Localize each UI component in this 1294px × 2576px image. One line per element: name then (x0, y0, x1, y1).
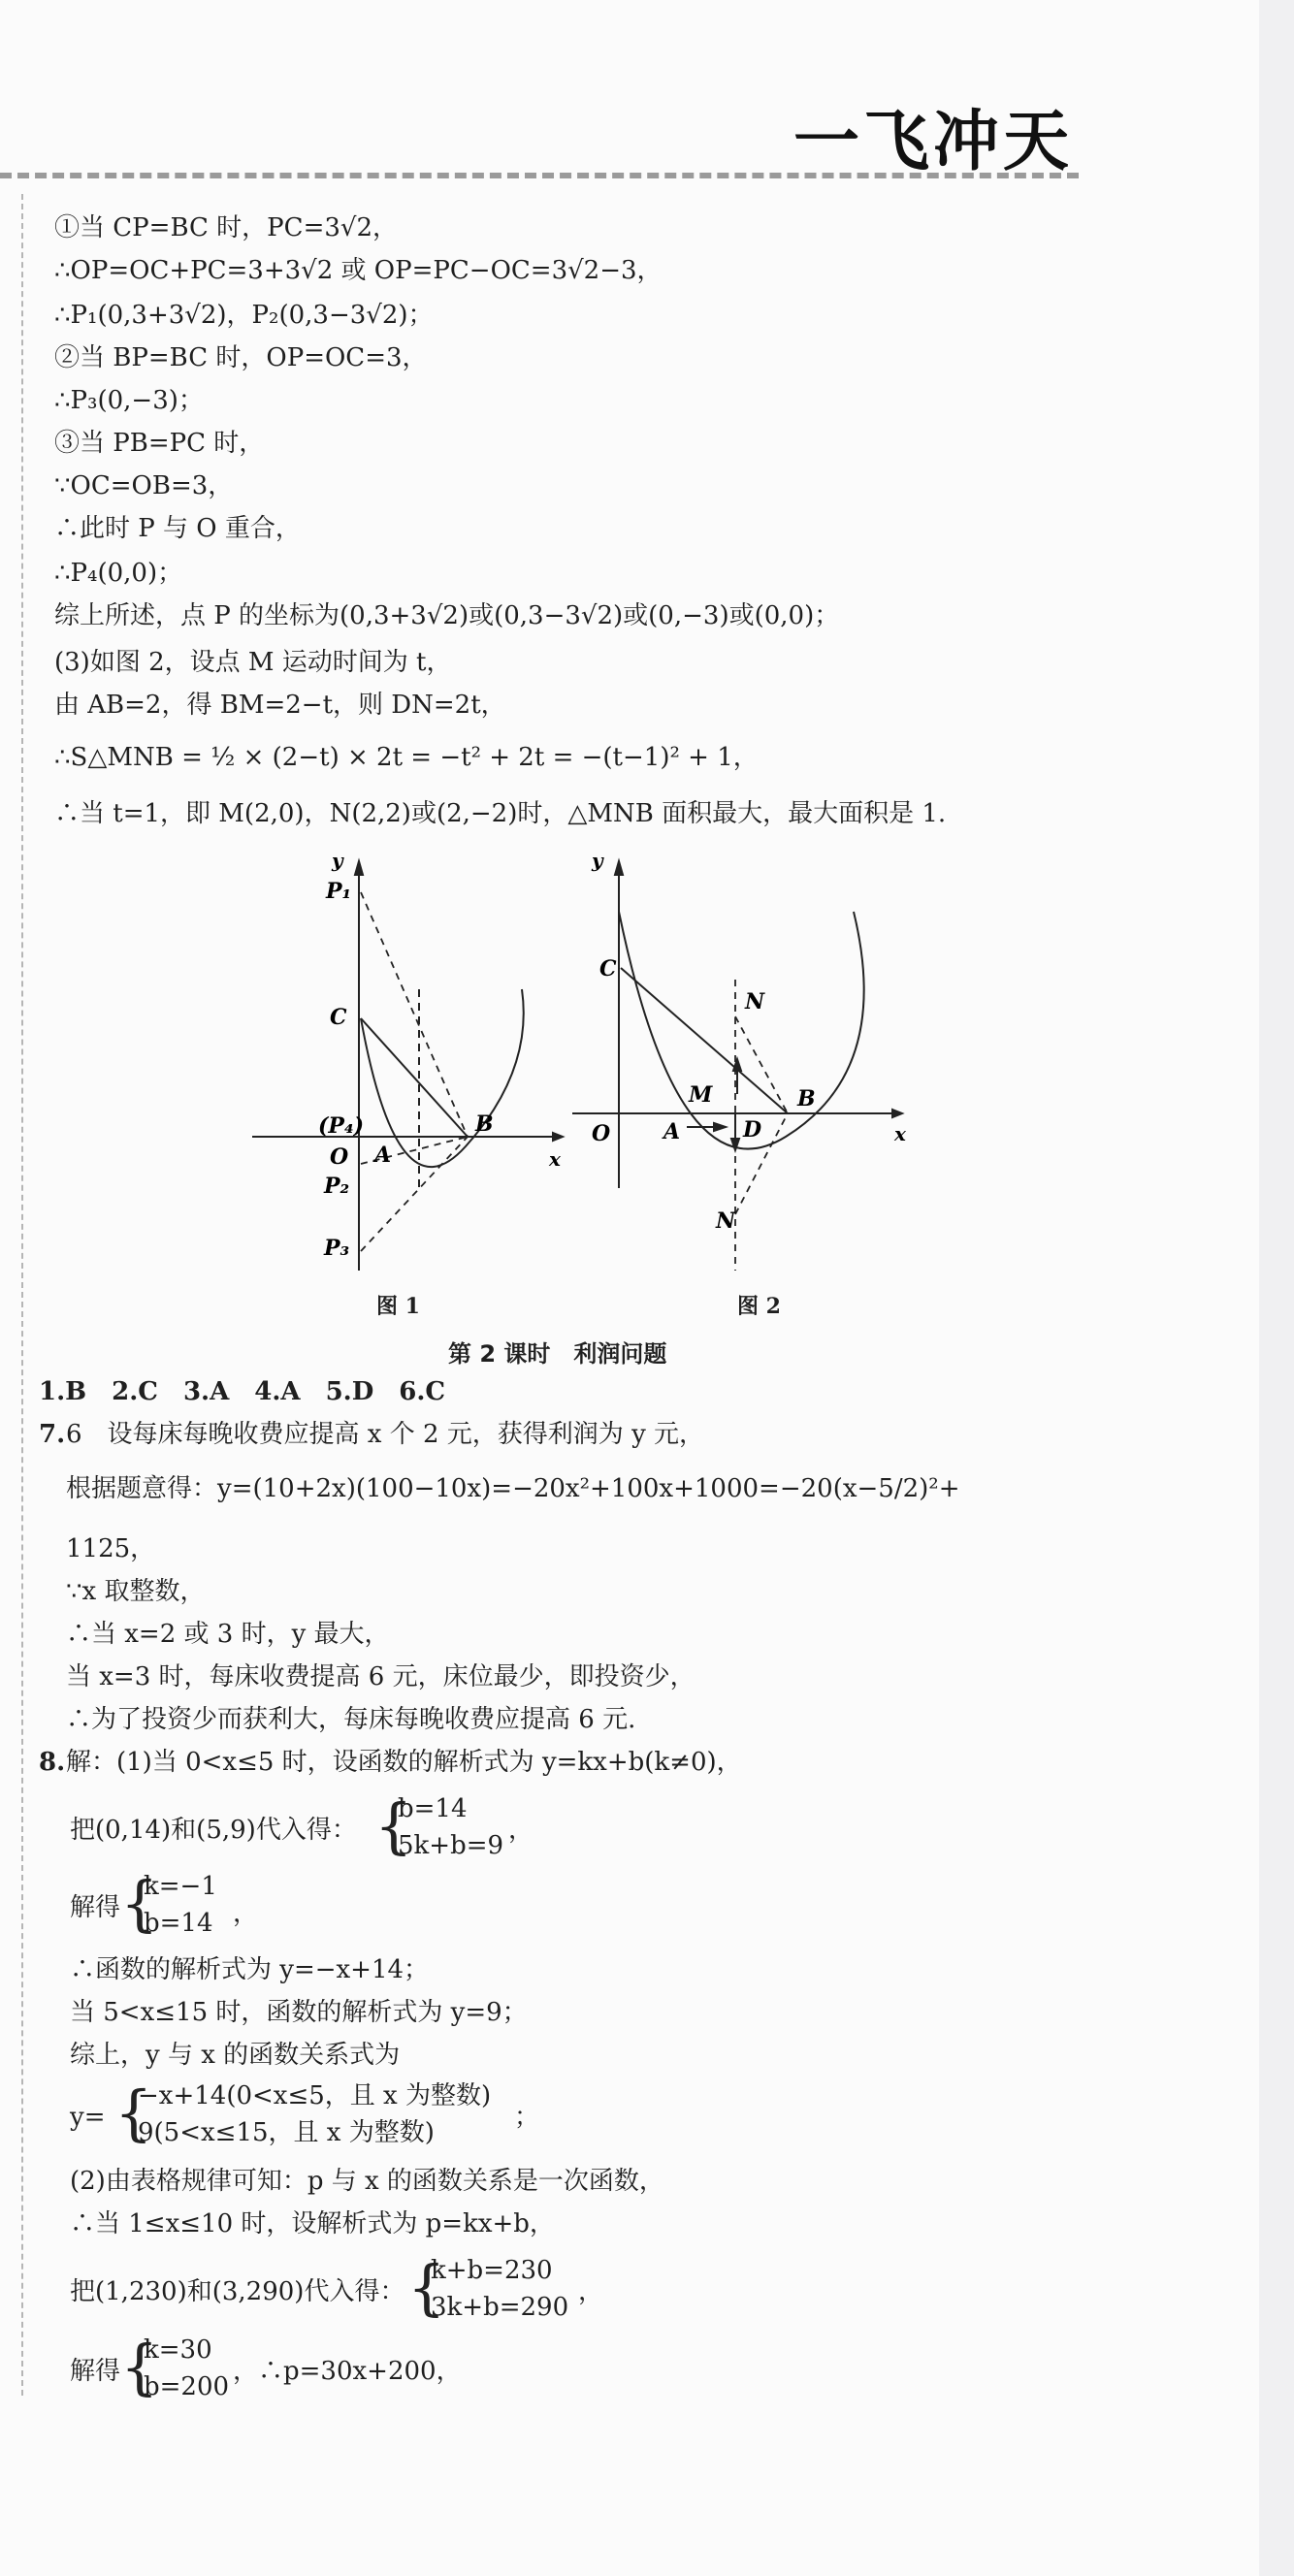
figure-2 (572, 853, 922, 1280)
q7-line: 6 设每床每晚收费应提高 x 个 2 元，获得利润为 y 元， (66, 1420, 705, 1449)
brace: { (120, 1868, 159, 1939)
solution-line: ∴P₃(0,−3)； (54, 386, 204, 415)
q7-line: ∴为了投资少而获利大，每床每晚收费应提高 6 元. (66, 1705, 636, 1734)
q8-solve2-prefix: 解得 (70, 2357, 121, 2386)
q7-line: 根据题意得：y=(10+2x)(100−10x)=−20x²+100x+1000=−20(x−5/2)²+ (66, 1474, 960, 1503)
margin-line (21, 194, 23, 2396)
fig1-label-o: O (330, 1144, 349, 1170)
q8-piecewise-prefix: y= (70, 2103, 106, 2132)
fig1-label-x: x (549, 1147, 561, 1171)
brace: { (114, 2077, 153, 2148)
q8-solve2-eq: b=200 (144, 2372, 230, 2401)
q8-system2-eq: 3k+b=290 (431, 2293, 569, 2322)
section-title: 第 2 课时 利润问题 (448, 1340, 667, 1368)
fig2-label-d: D (743, 1117, 762, 1143)
q7-line: 当 x=3 时，每床收费提高 6 元，床位最少，即投资少， (66, 1662, 696, 1691)
q8-system1-eq: 5k+b=9 (398, 1831, 504, 1860)
solution-line: ∴此时 P 与 O 重合， (54, 514, 301, 543)
fig2-label-m: M (689, 1082, 713, 1108)
fig1-label-c: C (330, 1005, 347, 1030)
fig2-label-y: y (592, 853, 603, 872)
solution-line: ③当 PB=PC 时， (54, 429, 265, 458)
x-arrow (892, 1110, 902, 1117)
solution-line: ∴P₄(0,0)； (54, 559, 183, 588)
fig1-label-p2: P₂ (324, 1174, 350, 1199)
q8-line: ∴函数的解析式为 y=−x+14； (70, 1955, 430, 1984)
brace: { (120, 2332, 159, 2402)
q8-line: ∴当 1≤x≤10 时，设解析式为 p=kx+b， (70, 2209, 555, 2238)
q8-piecewise-case: −x+14(0<x≤5，且 x 为整数) (138, 2081, 492, 2110)
brand-logo: 一飞冲天 (793, 104, 1074, 180)
q7-line: ∴当 x=2 或 3 时，y 最大， (66, 1620, 390, 1649)
q8-solve1-suffix: ， (233, 1899, 259, 1928)
choice-answers: 1.B 2.C 3.A 4.A 5.D 6.C (39, 1377, 446, 1406)
x-arrow (553, 1133, 563, 1141)
solution-line: ①当 CP=BC 时，PC=3√2， (54, 213, 399, 242)
fig2-label-a: A (663, 1119, 681, 1144)
dashed-nb-top (735, 1016, 788, 1113)
q8-system1-prefix: 把(0,14)和(5,9)代入得： (70, 1816, 357, 1845)
q8-number: 8. (39, 1748, 66, 1777)
solution-line: ②当 BP=BC 时，OP=OC=3， (54, 343, 428, 372)
header-divider (0, 173, 1079, 178)
q8-system2-prefix: 把(1,230)和(3,290)代入得： (70, 2277, 405, 2306)
fig1-label-p1: P₁ (326, 879, 352, 904)
solution-line: 由 AB=2，得 BM=2−t，则 DN=2t， (54, 691, 506, 720)
q8-solve1-prefix: 解得 (70, 1893, 121, 1922)
arrow-right-head (714, 1123, 726, 1131)
page-edge (1259, 0, 1294, 2576)
fig2-label-o: O (592, 1121, 611, 1146)
fig1-label-p4: (P₄) (318, 1113, 364, 1139)
fig2-label-b: B (797, 1086, 816, 1111)
solution-line: ∵OC=OB=3， (54, 471, 234, 500)
brace: { (374, 1790, 413, 1861)
q8-line: 综上，y 与 x 的函数关系式为 (70, 2041, 401, 2070)
figure-1-caption: 图 1 (376, 1294, 420, 1319)
figure-2-caption: 图 2 (737, 1294, 781, 1319)
q8-system2-suffix: ， (578, 2277, 604, 2306)
q8-system2-eq: k+b=230 (431, 2256, 553, 2285)
fig2-label-n-bottom: N (716, 1208, 736, 1234)
solution-line: 综上所述，点 P 的坐标为(0,3+3√2)或(0,3−3√2)或(0,−3)或(0,0)； (54, 601, 840, 630)
fig1-label-b: B (475, 1111, 494, 1137)
figure-1 (243, 853, 572, 1280)
brace: { (407, 2252, 446, 2323)
fig1-label-y: y (332, 853, 343, 872)
fig2-label-n-top: N (745, 989, 765, 1014)
y-arrow (615, 861, 623, 875)
q8-line: (2)由表格规律可知：p 与 x 的函数关系是一次函数， (70, 2167, 664, 2196)
fig2-label-c: C (599, 956, 617, 982)
q7-line: 1125， (66, 1534, 156, 1563)
q8-solve1-eq: k=−1 (144, 1872, 217, 1901)
q8-solve2-eq: k=30 (144, 2335, 212, 2365)
y-arrow (355, 861, 363, 875)
q8-piecewise-suffix: ； (514, 2103, 540, 2132)
fig1-label-a: A (374, 1143, 392, 1168)
solution-line: ∴P₁(0,3+3√2)，P₂(0,3−3√2)； (54, 301, 434, 330)
fig1-label-p3: P₃ (324, 1236, 350, 1261)
solution-line: (3)如图 2，设点 M 运动时间为 t， (54, 648, 452, 677)
q8-line: 解：(1)当 0<x≤5 时，设函数的解析式为 y=kx+b(k≠0)， (66, 1748, 742, 1777)
dashed-p1b (361, 892, 468, 1137)
fig2-label-x: x (894, 1122, 906, 1145)
q7-number: 7. (39, 1420, 66, 1449)
solution-line: ∴OP=OC+PC=3+3√2 或 OP=PC−OC=3√2−3， (54, 256, 663, 285)
q7-line: ∵x 取整数， (66, 1577, 206, 1606)
q8-solve2-suffix: ，∴p=30x+200， (233, 2357, 462, 2386)
q8-system1-suffix: ， (508, 1816, 534, 1845)
solution-line: ∴当 t=1，即 M(2,0)，N(2,2)或(2,−2)时，△MNB 面积最大，最大面积是 1. (54, 799, 947, 828)
q8-system1-eq: b=14 (398, 1794, 468, 1823)
solution-line: ∴S△MNB = ½ × (2−t) × 2t = −t² + 2t = −(t−1)² + 1， (54, 743, 759, 772)
q8-solve1-eq: b=14 (144, 1909, 213, 1938)
q8-line: 当 5<x≤15 时，函数的解析式为 y=9； (70, 1998, 528, 2027)
segment-cb (361, 1018, 468, 1137)
q8-piecewise-case: 9(5<x≤15，且 x 为整数) (138, 2118, 435, 2147)
